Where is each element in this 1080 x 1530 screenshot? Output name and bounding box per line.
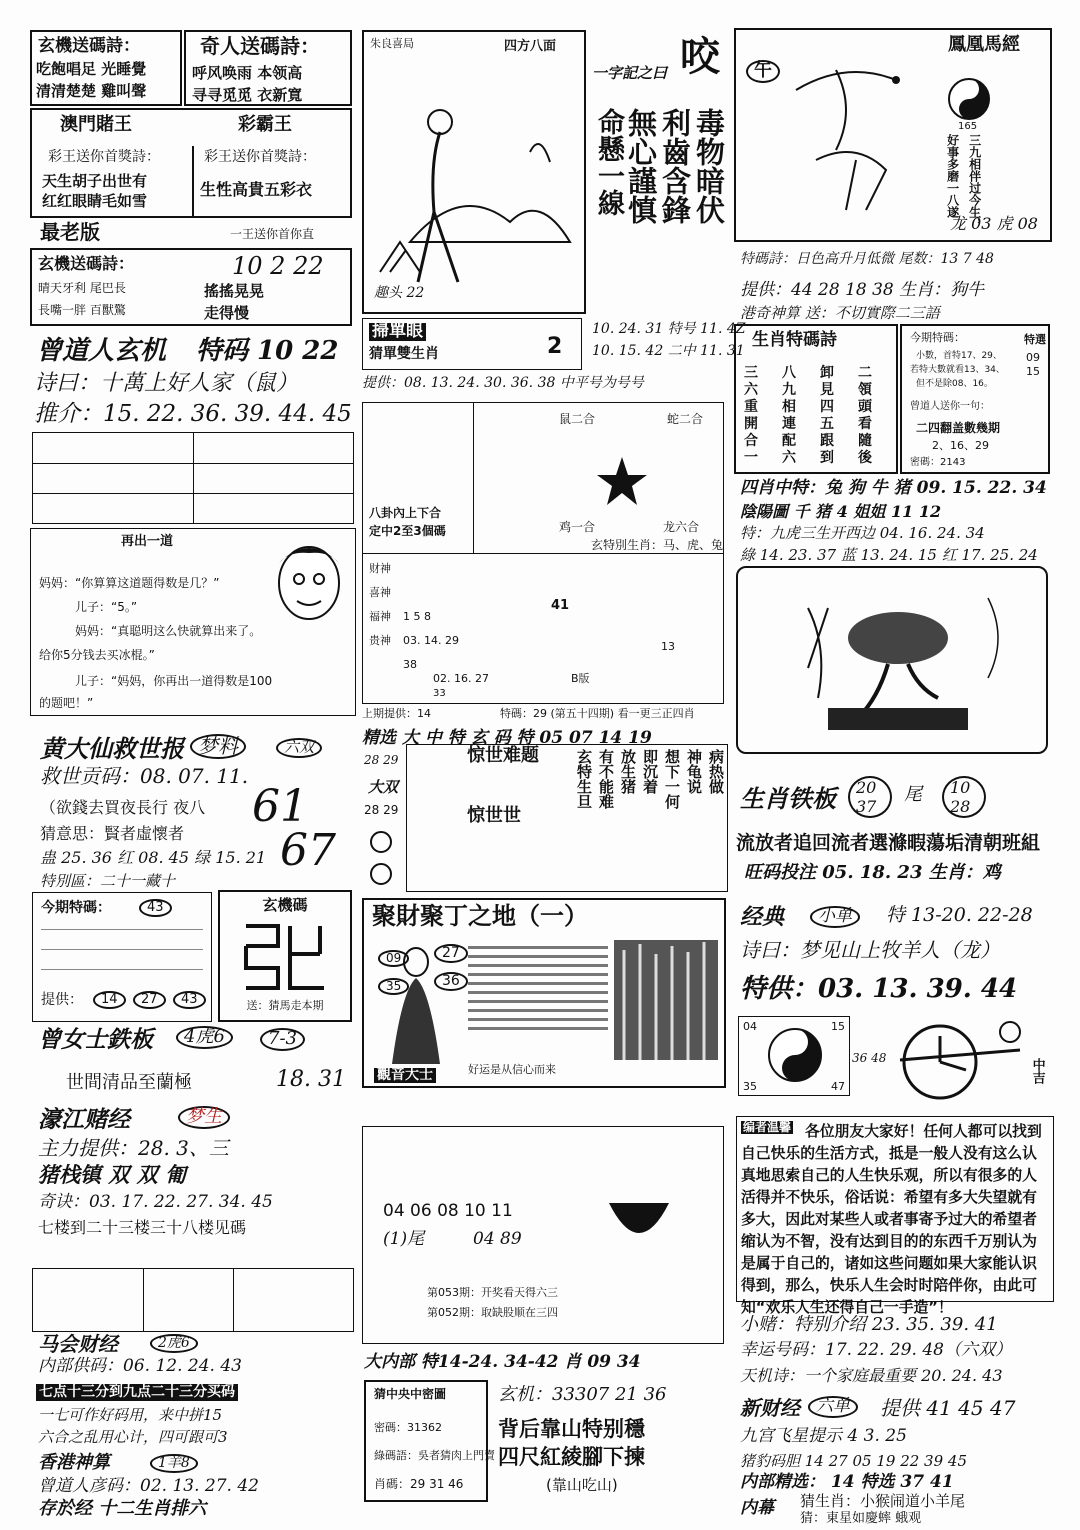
hdx-big-1: 61 (252, 781, 308, 832)
poem2-line-2: 寻寻觅觅 衣新寬 (192, 86, 303, 104)
spec-tag-2: 09 (1026, 351, 1040, 364)
sx-cell: 跟 (820, 433, 834, 449)
poem-box-3 (30, 248, 352, 326)
oldest-sub: 一王送你首你直 (230, 227, 315, 241)
bl-line-12: 存於经 十二生肖排六 (38, 1498, 207, 1519)
zengtie-tag-1: 4虎6 (176, 1026, 233, 1049)
bagua-suggest: 玄特別生肖：马、虎、兔 (591, 538, 724, 552)
gold-inner: 好运是从信心而来 (468, 1063, 556, 1076)
note-box (736, 1116, 1054, 1316)
small-bet: 小赌：特别介绍 23. 35. 39. 41 (740, 1314, 998, 1335)
code-circle: 43 (139, 899, 172, 917)
hdx-tag-2: 六双 (276, 738, 322, 758)
zengtie-tag-2: 7-3 (260, 1028, 305, 1051)
poem-box-1 (30, 30, 182, 106)
sx-cell: 領 (858, 382, 872, 398)
riddle-col-2: 神龟说 (685, 749, 703, 794)
bl-line-5: 马会财经 (38, 1332, 118, 1356)
zeng-recommend: 推介：15. 22. 36. 39. 44. 45 (34, 401, 352, 427)
cm-side-2: 28 29 (364, 803, 399, 817)
inner: 内部精选： 14 特选 37 41 (740, 1472, 954, 1492)
poem1-title: 玄機送碼詩： (38, 36, 140, 56)
riddle-col-5: 放生猪 (619, 749, 637, 794)
tbl-n6: 13 (661, 640, 675, 653)
cb-tag: (1)尾 (383, 1229, 425, 1249)
guess-1: 猜生肖：小猴闹道小羊尾 (800, 1492, 966, 1510)
riddle-col-3: 想下一何 (663, 749, 681, 809)
tbl-h1: 财神 (369, 562, 391, 575)
crane-drawing (776, 50, 936, 220)
poem3-side-2: 走得慢 (204, 304, 250, 322)
star-icon (595, 455, 649, 507)
poem2-title: 奇人送碼詩： (200, 34, 320, 58)
riddle-col-1: 病热做 (707, 749, 725, 794)
shengxiao-box (734, 324, 898, 474)
forest-image (614, 940, 718, 1060)
zodiac-right: 蛇二合 (667, 412, 704, 426)
zengtie-line: 世間清品至蘭極 (66, 1072, 192, 1093)
zhi: 猪豹码胆 14 27 05 19 22 39 45 (740, 1452, 967, 1470)
bl-title: 濠江赌经 (38, 1106, 130, 1133)
bagua-label: 定中2至3個碼 (369, 524, 446, 538)
sx-cell: 三 (744, 365, 758, 381)
gold-box (362, 898, 726, 1088)
tianji: 天机诗：一个家庭最重要 20. 24. 43 (740, 1366, 1003, 1385)
story-line-1: 妈妈：“你算算这道题得数是几？” (39, 576, 220, 590)
hand-3: 綠 14. 23. 37 蓝 13. 24. 15 红 17. 25. 24 (740, 546, 1038, 564)
guess-2: 猜：東星如慶蟀 蛾观 (800, 1511, 922, 1526)
cb-circle-row: 04 06 08 10 11 (383, 1201, 513, 1221)
oldest-label: 最老版 (40, 220, 100, 244)
hand-2: 特：九虎三生开西边 04. 16. 24. 34 (740, 524, 985, 542)
poem1-line-1: 吃飽唱足 光睡覺 (36, 60, 147, 78)
sx-cell: 頭 (858, 399, 872, 415)
bl-line-10: 香港神算 (38, 1452, 110, 1473)
riddle-col-7: 玄特生旦 (575, 749, 593, 809)
sx-cell: 二 (858, 365, 872, 381)
zeng-send: 曾道人送你一句： (910, 401, 990, 412)
poem3-nums: 10 2 22 (232, 252, 324, 280)
tbl-n7: 33 (433, 688, 446, 699)
sticker-num: 2 (547, 334, 563, 359)
hdx-line-3: 蛊 25. 36 红 08. 45 绿 15. 21 (40, 848, 267, 867)
cb-small-2: 第052期：取缺股顺在三四 (427, 1306, 558, 1319)
four-line: 四肖中特：兔 狗 牛 猪 09. 15. 22. 34 (740, 478, 1047, 498)
slogan-1: 背后靠山特别穩 (498, 1417, 645, 1441)
poem-head: 一字記之曰 (592, 64, 668, 82)
note-text: 各位朋友大家好！任何人都可以找到自己快乐的生活方式，抵是一般人没有这么认真地思索自己的人生快乐观，所以有很多的人活得并不快乐，俗话说：希望有多大失望就有多大，因此对某些人或者事寄予过大的希望者缩认为不智，没有达到目的的东西千万别认为是属于自己的，诸如这些问题如果大家能认识得到，那么，快乐人生会时时陪伴你，由此可知“欢乐人生还得自己一手造”！ (741, 1123, 1042, 1316)
bonsai-box (736, 566, 1048, 754)
yy-num-3: 35 (743, 1080, 757, 1093)
tbl-n1: 1 5 8 (403, 610, 431, 623)
frame-label-2: 四方八面 (504, 39, 557, 54)
sheng-tag-3: 尾 (904, 784, 922, 805)
lucky: 幸运号码：17. 22. 29. 48（六双） (740, 1340, 1012, 1360)
chinese-label: 中吉 (1029, 1058, 1045, 1084)
phoenix-box (734, 28, 1052, 242)
sx-cell: 九 (782, 382, 796, 398)
hdx-line-2: 猜意思：賢者虛懷者 (40, 824, 185, 843)
divider (192, 146, 194, 216)
zodiac-bl: 鸡一合 (559, 520, 596, 534)
gift1-line-2: 红红眼睛毛如雪 (42, 192, 148, 210)
bl-line-1: 主力提供：28. 3、三 (38, 1136, 229, 1160)
poem-col-1: 毒物暗伏 (692, 108, 726, 224)
poem-columns (593, 108, 726, 314)
zeng-special: 特码 10 22 (196, 336, 339, 366)
provide-num-2: 27 (133, 991, 166, 1009)
sx-cell: 八 (782, 365, 796, 381)
bagua-box (362, 402, 724, 704)
story-box (30, 528, 356, 716)
streamers: 流放者追回流者選滌暇蕩垢清朝班組 (736, 832, 1041, 854)
sticker-sub: 猜單雙生肖 (369, 346, 439, 362)
side-text-2: 好事多磨一八遂 (945, 134, 960, 218)
spec-line-1: 小數，首特17、29、 (916, 351, 1002, 361)
cb-nums: 04 89 (473, 1229, 522, 1249)
bl-line-11: 曾道人彦码：02. 13. 27. 42 (38, 1476, 259, 1496)
phoenix-title: 鳳凰馬經 (948, 34, 1020, 55)
sx-cell: 連 (782, 416, 796, 432)
note-label: 编者温馨 (743, 1120, 792, 1134)
riddle-box (406, 744, 728, 892)
sx-cell: 相 (782, 399, 796, 415)
zeng-nums-right: 2、16、29 (932, 439, 989, 452)
zengtie-title: 曾女士鉄板 (38, 1026, 153, 1053)
sx-cell: 配 (782, 433, 796, 449)
xuanji-title: 玄機碼 (262, 896, 308, 914)
bl-line-6: 内部供码：06. 12. 24. 43 (38, 1356, 242, 1376)
riddle-col-4: 即沉着 (641, 749, 659, 794)
cm-side-1: 28 29 (364, 753, 399, 767)
cm-top-line: 精选 大 中 特 玄 码 特 05 07 14 19 (362, 728, 652, 748)
spec-title: 今期特碼： (910, 331, 965, 344)
sx-cell: 重 (744, 399, 758, 415)
xuanji-box (218, 890, 352, 1022)
zeng-poem-right: 二四翻盖數幾期 (916, 421, 1001, 435)
sx-cell: 一 (744, 450, 758, 466)
yinyang-box (738, 1016, 850, 1096)
new-fin-tag: 六单 (808, 1396, 858, 1418)
bl-line-5-tag: 2虎6 (150, 1334, 198, 1353)
sx-cell: 四 (820, 399, 834, 415)
ticket-form (32, 432, 354, 524)
zodiac-left: 鼠二合 (559, 412, 596, 426)
bl-line-4: 七楼到二十三楼三十八楼见碼 (38, 1218, 247, 1237)
bl-tag: 梦生 (178, 1106, 230, 1129)
poem1-line-2: 清清楚楚 雞叫聲 (36, 82, 147, 100)
circle-side-1: 09 (378, 950, 409, 967)
circle-side-2: 35 (378, 978, 409, 995)
frame-caption: 趣头 22 (374, 285, 425, 301)
zeng-title: 曾道人玄机 (36, 336, 167, 366)
sx-cell: 六 (744, 382, 758, 398)
yinyang-dark (599, 1183, 679, 1253)
tbl-n3: 38 (403, 658, 417, 671)
king2-label: 彩霸王 (238, 114, 292, 135)
riddle-col-6: 有不能难 (597, 749, 615, 809)
sx-cell: 隨 (858, 433, 872, 449)
sx-cell: 看 (858, 416, 872, 432)
text-block (468, 940, 608, 1080)
painting-frame (362, 30, 586, 314)
zeng-poem: 诗曰：十萬上好人家（鼠） (34, 371, 299, 396)
xuanji-glyph (240, 918, 330, 994)
zengtie-nums: 18. 31 (276, 1067, 346, 1092)
bl-line-2: 猪栈镇 双 双 匍 (38, 1162, 186, 1187)
sx-cell: 六 (782, 450, 796, 466)
tbl-n2: 03. 14. 29 (403, 634, 459, 647)
spec-line-2: 若特大數就看13、34、 (910, 365, 1005, 375)
center-provide: 提供：08. 13. 24. 30. 36. 38 中平号为号号 (362, 375, 644, 391)
bagua-head: 八卦內上下合 (369, 506, 442, 520)
tbl-n4: 02. 16. 27 (433, 672, 489, 685)
cb-small-1: 第053期：开奖看天得六三 (427, 1286, 558, 1299)
zodiac-br: 龙六合 (663, 520, 700, 534)
panel-title: 猜中央中密圖 (374, 1387, 447, 1401)
tbl-h4: 贵神 (369, 634, 391, 647)
hand-1: 陰陽圖 千 猪 4 姐姐 11 12 (740, 502, 942, 521)
spec-tag-1: 特選 (1024, 333, 1046, 346)
riddle-sub: 惊世世 (467, 805, 521, 826)
bagua-foot: 上期提供：14 (362, 707, 431, 720)
yinyang-icon (946, 76, 992, 122)
classic-tag: 小单 (810, 906, 860, 928)
poem3-side-1: 搖搖晃晃 (204, 282, 265, 300)
spec-tag-3: 15 (1026, 365, 1040, 378)
poem-box-2 (184, 30, 352, 106)
hdx-code: 救世贡码：08. 07. 11. (40, 764, 249, 788)
yy-side: 36 48 (852, 1051, 887, 1065)
bl-line-7: 七点十三分到九点二十三分买码 (36, 1384, 238, 1401)
slogan-2: 四尺紅綾腳下揀 (498, 1445, 645, 1469)
circle-num-2: 36 (434, 972, 468, 991)
classic-nums: 特 13-20. 22-28 (886, 904, 1033, 926)
sx-cell: 見 (820, 382, 834, 398)
poem3-line-2: 長嘴一胖 百獸驚 (38, 303, 126, 317)
cm-tag: 大双 (368, 778, 399, 796)
gift1-title: 彩王送你首獎詩： (48, 149, 160, 165)
right-special: 特碼詩：日色高升月低微 尾数：13 7 48 (740, 251, 994, 267)
story-line-5: 儿子：“妈妈，你再出一道得数是100 (75, 674, 273, 688)
story-line-6: 的题吧！” (39, 696, 94, 710)
num-165: 165 (958, 121, 978, 132)
frame-label-1: 朱良喜局 (370, 37, 414, 50)
story-line-4: 给你5分钱去买冰棍。” (39, 648, 155, 662)
sheng-tag-1: 20 37 (848, 776, 892, 818)
tbl-n5: 41 (551, 598, 570, 613)
provide-label: 提供： (41, 992, 83, 1008)
dragon-line: 龙 03 虎 08 (950, 214, 1038, 233)
yy-num-4: 47 (831, 1080, 845, 1093)
king1-label: 澳門賭王 (60, 114, 132, 135)
sx-cell: 後 (858, 450, 872, 466)
poem-nums-2: 10. 15. 42 二中 11. 31 (592, 343, 745, 359)
bl-line-8: 一七可作好码用，来中拼15 (38, 1406, 223, 1424)
cartoon-face-icon (269, 533, 351, 625)
story-title: 再出一道 (121, 534, 174, 549)
phoenix-label: 午 (746, 60, 780, 83)
cb-box (362, 1126, 724, 1344)
cb-hand-line: 玄机：33307 21 36 (498, 1384, 667, 1405)
right-shen: 港奇神算 送：不切實際二三語 (740, 304, 940, 322)
bl-line-10-tag: 1羊8 (150, 1454, 198, 1473)
riddle-title: 惊世难题 (467, 745, 539, 766)
provide-num-1: 14 (93, 991, 126, 1009)
sticker-title: 掃單眼 (369, 323, 426, 341)
b-label: B版 (571, 672, 590, 685)
sx-cell: 合 (744, 433, 758, 449)
provide-num-3: 43 (173, 991, 206, 1009)
slogan-3: (靠山吃山) (546, 1476, 618, 1494)
hdx-big-2: 67 (280, 825, 336, 876)
poem-col-4: 命懸一線 (593, 108, 624, 216)
taiji-icon (767, 1027, 823, 1083)
code-title: 今期特碼： (41, 900, 111, 916)
guanyin-label: 觀音大士 (374, 1068, 436, 1083)
hdx-line-4: 特別區：二十一藏十 (40, 872, 176, 890)
yy-num-2: 15 (831, 1020, 845, 1033)
classic-poem: 诗曰：梦见山上牧羊人（龙） (740, 938, 1000, 962)
cb-hand-head: 大内部 特14-24. 34-42 肖 09 34 (364, 1352, 641, 1372)
sheng-tag-2: 10 28 (942, 776, 986, 818)
spec-box (900, 324, 1050, 474)
zeng-code-right: 密碼：2143 (910, 457, 966, 468)
gold-title: 聚財聚丁之地（一） (372, 902, 588, 930)
panel-row-1: 密碼：31362 (374, 1421, 442, 1434)
hdx-title: 黄大仙救世报 (40, 734, 184, 763)
gift1-line-1: 天生胡子出世有 (42, 172, 148, 190)
spec-line-3: 但不是除08、16。 (916, 379, 993, 389)
tbl-h2: 喜神 (369, 586, 391, 599)
circle-num-1: 27 (434, 944, 468, 963)
poem-char: 咬 (680, 34, 720, 80)
inner-label: 内幕 (740, 1498, 774, 1518)
new-fin: 新财经 (740, 1396, 800, 1420)
story-line-2: 儿子：“5。” (75, 600, 138, 614)
hdx-line-1: （欲錢去買夜長行 夜八 (40, 798, 206, 817)
poem2-line-1: 呼风唤雨 本领高 (192, 64, 303, 82)
poem-col-2: 利齒含鋒 (658, 108, 692, 224)
sx-cell: 五 (820, 416, 834, 432)
sage-painting (370, 72, 578, 292)
yy-num-1: 04 (743, 1020, 757, 1033)
poem-nums-1: 10. 24. 31 特号 11. 4Z (592, 321, 746, 337)
panel-row-3: 肖碼：29 31 46 (374, 1477, 464, 1491)
story-line-3: 妈妈：“真聪明这么快就算出来了。 (75, 624, 262, 638)
tbl-h3: 福神 (369, 610, 391, 623)
wang: 旺码投注 05. 18. 23 生肖：鸡 (744, 862, 1001, 883)
sx-grid (744, 366, 892, 470)
code-box (32, 892, 212, 1022)
classic: 经典 (740, 904, 785, 930)
sx-title: 生肖特碼詩 (752, 330, 837, 350)
clock-sketch (880, 1020, 1030, 1104)
provide-2: 特供：03. 13. 39. 44 (740, 974, 1018, 1004)
bl-line-9: 六合之乱用心计，四可跟可3 (38, 1428, 228, 1446)
panel-row-2: 綠碼語：吳者猜肉上門賣 (374, 1449, 495, 1462)
right-provide: 提供：44 28 18 38 生肖：狗牛 (740, 280, 985, 300)
sx-cell: 卸 (820, 365, 834, 381)
bagua-foot-2: 特碼：29 (第五十四期) 看一更三正四肖 (500, 707, 695, 720)
sx-cell: 到 (820, 450, 834, 466)
hdx-tag-1: 梦料 (190, 734, 246, 759)
sx-cell: 開 (744, 416, 758, 432)
bl-ad-box (32, 1268, 354, 1332)
gift2-title: 彩王送你首獎詩： (204, 149, 316, 165)
king-box (30, 108, 352, 218)
new-fin-nums: 提供 41 45 47 (880, 1396, 1016, 1420)
poem3-title: 玄機送碼詩： (38, 254, 135, 273)
panel-box (364, 1380, 495, 1502)
sticker-box (362, 318, 582, 370)
bl-line-3: 奇诀：03. 17. 22. 27. 34. 45 (38, 1192, 273, 1212)
jiu: 九宫飞星提示 4 3. 25 (740, 1426, 907, 1446)
side-text-1: 三九相伴过今生， (967, 134, 982, 230)
xuanji-note: 送：猜馬走本期 (246, 999, 324, 1012)
poem-col-3: 無心謹慎 (624, 108, 658, 224)
poem3-line-1: 晴天牙利 尾巴長 (38, 281, 126, 295)
sheng-title: 生肖铁板 (740, 784, 836, 813)
gift2-line-1: 生性高貴五彩衣 (200, 180, 313, 199)
bonsai-drawing (768, 578, 1018, 748)
